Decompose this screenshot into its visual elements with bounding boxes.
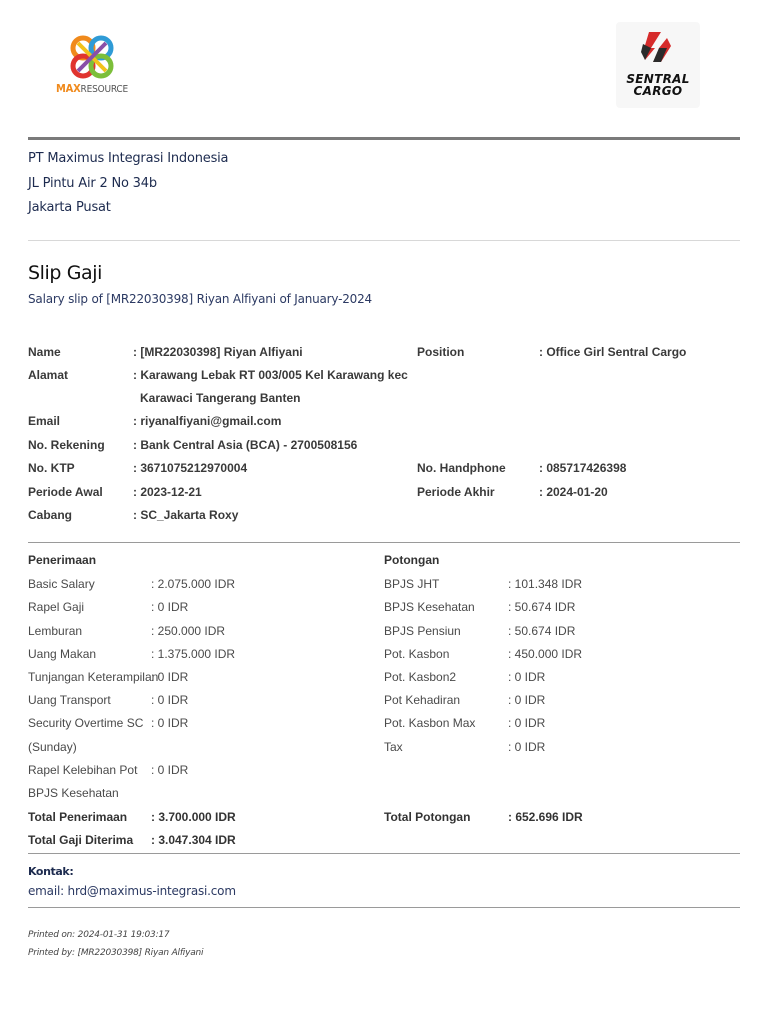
cabang-label: Cabang: [28, 508, 73, 522]
periode-akhir-label: Periode Akhir: [417, 485, 495, 499]
company-name: PT Maximus Integrasi Indonesia: [28, 151, 229, 166]
penerimaan-item-value: : 0 IDR: [151, 600, 189, 614]
total-potongan-value: : 652.696 IDR: [508, 810, 583, 824]
contact-divider: [28, 907, 740, 908]
penerimaan-item-label: Uang Makan: [28, 647, 97, 661]
penerimaan-item-label: Lemburan: [28, 624, 83, 638]
name-label: Name: [28, 345, 61, 359]
penerimaan-item-value: : 1.375.000 IDR: [151, 647, 236, 661]
potongan-item-value: : 0 IDR: [508, 716, 546, 730]
penerimaan-item-value: : 2.075.000 IDR: [151, 577, 236, 591]
email-label: Email: [28, 414, 61, 428]
penerimaan-item-label: Security Overtime SC: [28, 716, 144, 730]
sentral-cargo-logo-icon: [640, 30, 674, 70]
printed-on: Printed on: 2024-01-31 19:03:17: [28, 930, 170, 940]
info-divider: [28, 542, 740, 543]
total-gaji-value: : 3.047.304 IDR: [151, 833, 236, 847]
penerimaan-item-value: : 0 IDR: [151, 670, 189, 684]
penerimaan-item-value: : 0 IDR: [151, 763, 189, 777]
sentral-cargo-logo: [616, 22, 700, 108]
company-address-line-2: Jakarta Pusat: [28, 200, 111, 215]
total-penerimaan-value: : 3.700.000 IDR: [151, 810, 236, 824]
penerimaan-item-label: Uang Transport: [28, 693, 111, 707]
potongan-item-label: Pot. Kasbon Max: [384, 716, 476, 730]
penerimaan-item-label: Rapel Kelebihan Pot: [28, 763, 138, 777]
max-resource-logo-icon: [68, 34, 116, 80]
totals-divider: [28, 853, 740, 854]
penerimaan-item-label-line-2: (Sunday): [28, 740, 77, 754]
potongan-item-label: Pot. Kasbon2: [384, 670, 457, 684]
potongan-item-label: BPJS Kesehatan: [384, 600, 475, 614]
company-divider: [28, 240, 740, 241]
header-divider: [28, 137, 740, 140]
penerimaan-item-label: Rapel Gaji: [28, 600, 85, 614]
name-value: : [MR22030398] Riyan Alfiyani: [133, 345, 303, 359]
contact-email: email: hrd@maximus-integrasi.com: [28, 884, 236, 898]
max-resource-logo: [50, 34, 134, 98]
position-value: : Office Girl Sentral Cargo: [539, 345, 687, 359]
sentral-cargo-wordmark-2: CARGO: [633, 84, 683, 98]
printed-by: Printed by: [MR22030398] Riyan Alfiyani: [28, 948, 204, 958]
contact-heading: Kontak:: [28, 865, 74, 878]
penerimaan-item-label: Tunjangan Keterampilan: [28, 670, 159, 684]
potongan-item-label: BPJS Pensiun: [384, 624, 461, 638]
total-gaji-label: Total Gaji Diterima: [28, 833, 134, 847]
handphone-value: : 085717426398: [539, 461, 627, 475]
ktp-label: No. KTP: [28, 461, 75, 475]
company-address-line-1: JL Pintu Air 2 No 34b: [28, 176, 157, 191]
page-title: Slip Gaji: [28, 262, 103, 284]
position-label: Position: [417, 345, 465, 359]
page-subtitle: Salary slip of [MR22030398] Riyan Alfiyani of January-2024: [28, 292, 372, 306]
alamat-value-line-1: : Karawang Lebak RT 003/005 Kel Karawang kec: [133, 368, 408, 382]
penerimaan-heading: Penerimaan: [28, 553, 97, 567]
periode-awal-value: : 2023-12-21: [133, 485, 202, 499]
penerimaan-item-label: Basic Salary: [28, 577, 95, 591]
rekening-value: : Bank Central Asia (BCA) - 2700508156: [133, 438, 358, 452]
total-penerimaan-label: Total Penerimaan: [28, 810, 128, 824]
potongan-heading: Potongan: [384, 553, 440, 567]
potongan-item-label: Tax: [384, 740, 403, 754]
penerimaan-item-value: : 0 IDR: [151, 716, 189, 730]
potongan-item-value: : 0 IDR: [508, 670, 546, 684]
rekening-label: No. Rekening: [28, 438, 105, 452]
potongan-item-value: : 0 IDR: [508, 740, 546, 754]
penerimaan-item-value: : 250.000 IDR: [151, 624, 226, 638]
handphone-label: No. Handphone: [417, 461, 506, 475]
potongan-item-label: BPJS JHT: [384, 577, 440, 591]
periode-awal-label: Periode Awal: [28, 485, 103, 499]
periode-akhir-value: : 2024-01-20: [539, 485, 608, 499]
cabang-value: : SC_Jakarta Roxy: [133, 508, 239, 522]
potongan-item-value: : 50.674 IDR: [508, 600, 576, 614]
penerimaan-item-value: : 0 IDR: [151, 693, 189, 707]
alamat-label: Alamat: [28, 368, 69, 382]
penerimaan-item-label-line-2: BPJS Kesehatan: [28, 786, 119, 800]
potongan-item-label: Pot Kehadiran: [384, 693, 461, 707]
max-resource-wordmark: MAXRESOURCE: [56, 82, 128, 95]
total-potongan-label: Total Potongan: [384, 810, 471, 824]
potongan-item-value: : 101.348 IDR: [508, 577, 583, 591]
alamat-value-line-2: Karawaci Tangerang Banten: [140, 391, 301, 405]
potongan-item-value: : 450.000 IDR: [508, 647, 583, 661]
potongan-item-label: Pot. Kasbon: [384, 647, 450, 661]
ktp-value: : 3671075212970004: [133, 461, 248, 475]
potongan-item-value: : 50.674 IDR: [508, 624, 576, 638]
potongan-item-value: : 0 IDR: [508, 693, 546, 707]
sentral-cargo-wordmark-1: SENTRAL: [626, 72, 690, 86]
email-value: : riyanalfiyani@gmail.com: [133, 414, 282, 428]
